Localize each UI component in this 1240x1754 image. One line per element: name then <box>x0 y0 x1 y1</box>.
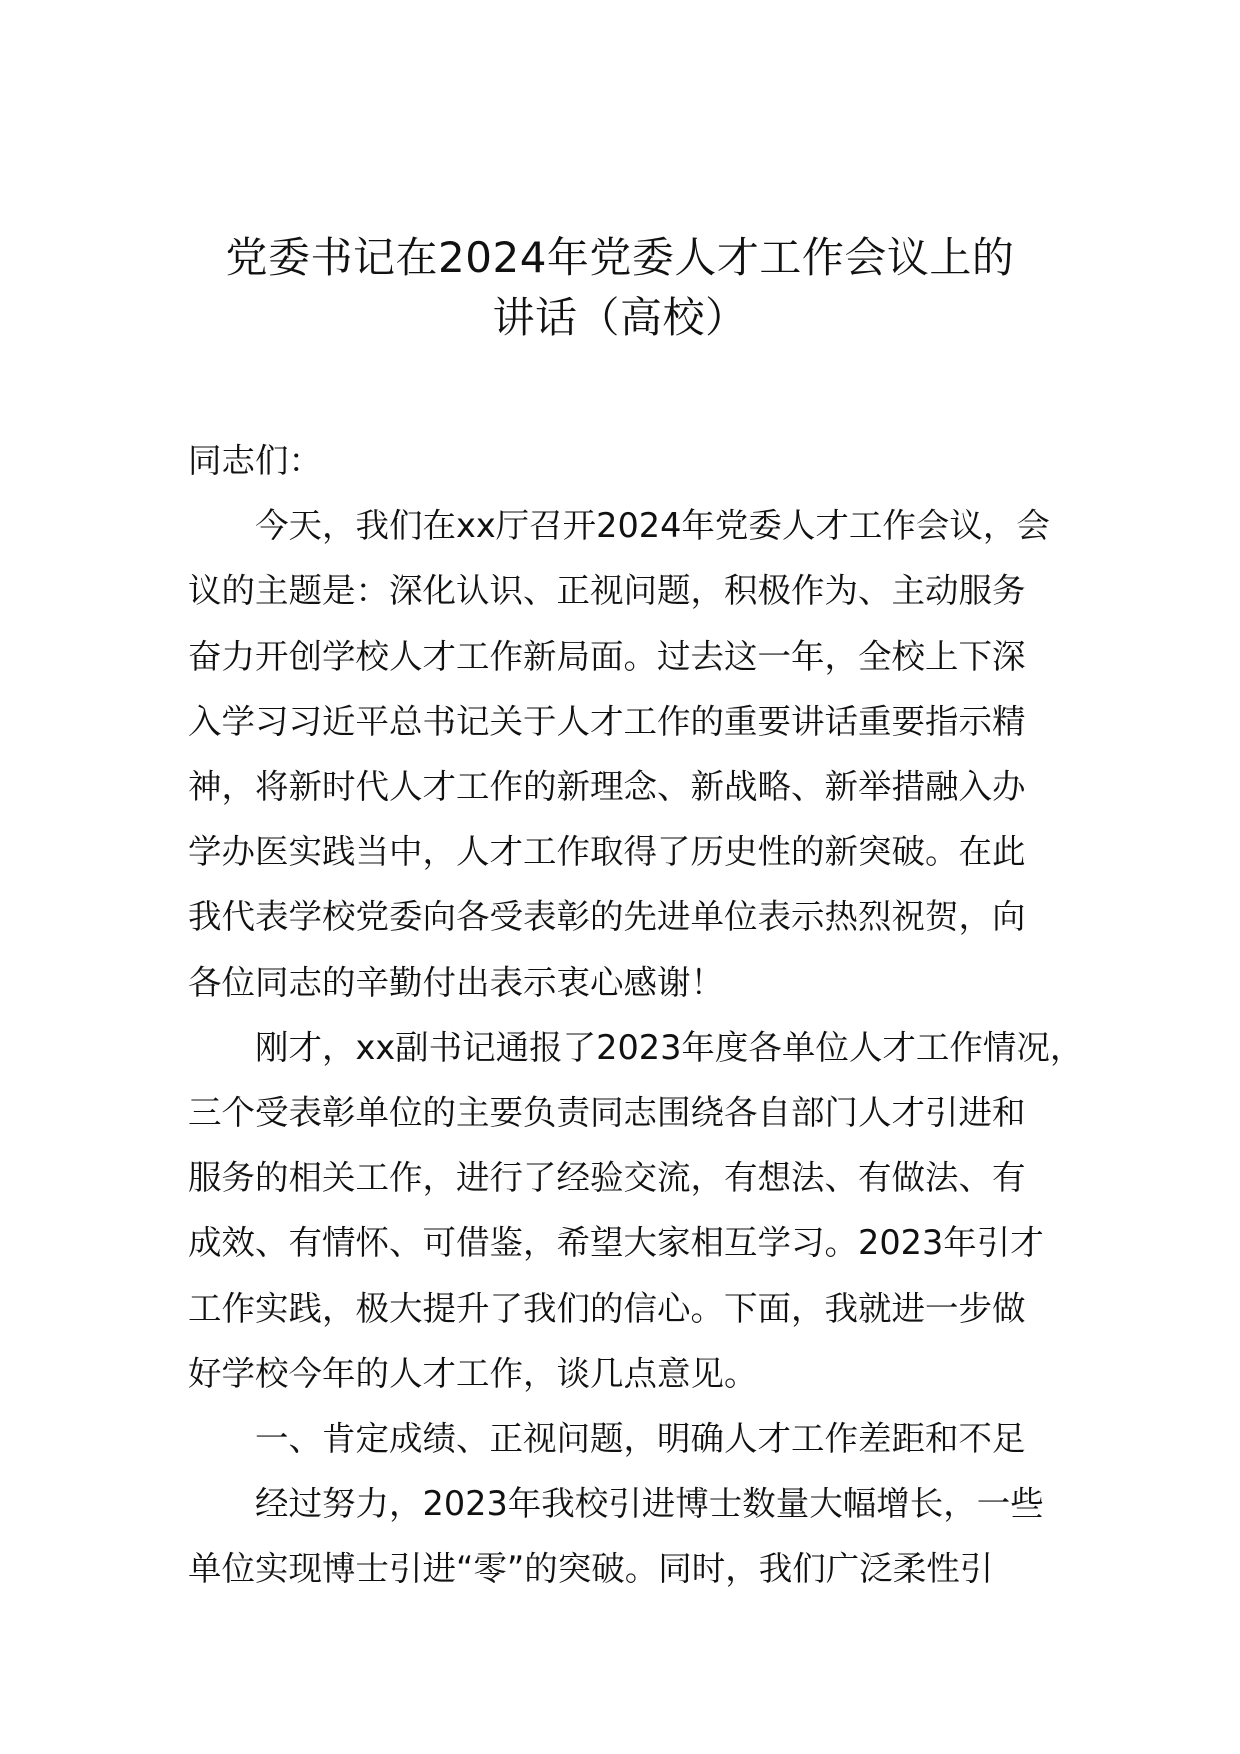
paragraph-line: 单位实现博士引进“零”的突破。同时，我们广泛柔性引 <box>188 1549 994 1589</box>
title-line-1: 党委书记在2024年党委人才工作会议上的 <box>225 233 1015 282</box>
paragraph-line: 工作实践，极大提升了我们的信心。下面，我就进一步做 <box>188 1288 1026 1328</box>
section-heading-text: 一、肯定成绩、正视问题，明确人才工作差距和不足 <box>255 1419 1026 1459</box>
paragraph-line: 今天，我们在xx厅召开2024年党委人才工作会议，会 <box>255 506 1050 546</box>
section-heading <box>188 1406 1063 1471</box>
paragraph-line: 神，将新时代人才工作的新理念、新战略、新举措融入办 <box>188 767 1026 807</box>
document-body <box>188 428 1084 1602</box>
paragraph-line: 学办医实践当中，人才工作取得了历史性的新突破。在此 <box>188 832 1026 872</box>
salutation: 同志们： <box>188 441 322 480</box>
paragraph-1 <box>188 493 1063 1015</box>
paragraph-2 <box>188 1015 1084 1406</box>
paragraph-line: 服务的相关工作，进行了经验交流，有想法、有做法、有 <box>188 1158 1026 1198</box>
document-title <box>150 228 1090 348</box>
paragraph-line: 奋力开创学校人才工作新局面。过去这一年，全校上下深 <box>188 636 1026 676</box>
paragraph-line: 刚才，xx副书记通报了2023年度各单位人才工作情况， <box>255 1027 1084 1067</box>
paragraph-line: 各位同志的辛勤付出表示衷心感谢！ <box>188 962 724 1002</box>
paragraph-line: 经过努力，2023年我校引进博士数量大幅增长，一些 <box>255 1484 1044 1524</box>
paragraph-line: 议的主题是：深化认识、正视问题，积极作为、主动服务 <box>188 571 1026 611</box>
paragraph-line: 成效、有情怀、可借鉴，希望大家相互学习。2023年引才 <box>188 1223 1044 1263</box>
paragraph-line: 我代表学校党委向各受表彰的先进单位表示热烈祝贺，向 <box>188 897 1026 937</box>
paragraph-line: 好学校今年的人才工作，谈几点意见。 <box>188 1353 758 1393</box>
paragraph-line: 三个受表彰单位的主要负责同志围绕各自部门人才引进和 <box>188 1093 1026 1133</box>
paragraph-3 <box>188 1471 1063 1601</box>
paragraph-line: 入学习习近平总书记关于人才工作的重要讲话重要指示精 <box>188 701 1026 741</box>
title-line-2: 讲话（高校） <box>492 293 748 342</box>
